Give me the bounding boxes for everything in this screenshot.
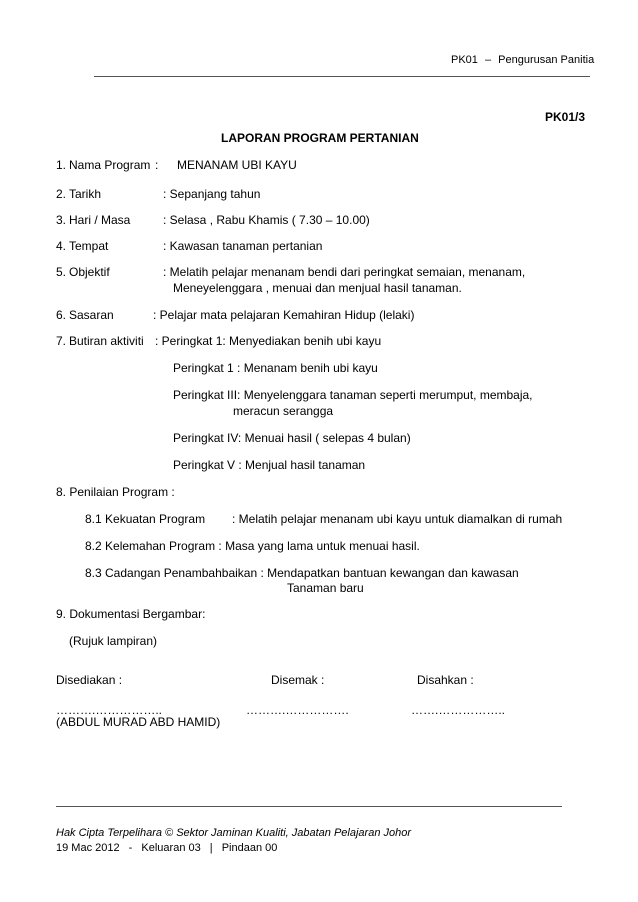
weakness-line: 8.2 Kelemahan Program : Masa yang lama untuk menuai hasil.: [85, 539, 420, 553]
strength-label: 8.1 Kekuatan Program: [85, 512, 206, 526]
copyright-text: Hak Cipta Terpelihara © Sektor Jaminan Kualiti, Jabatan Pelajaran Johor: [56, 827, 412, 839]
item-2-num: 2.: [56, 187, 67, 201]
item-5-num: 5.: [56, 265, 67, 279]
header-line: [451, 53, 594, 67]
section-name: Pengurusan Panitia: [498, 54, 595, 66]
activity-line: meracun serangga: [233, 404, 334, 418]
item-1-label: Nama Program: [69, 158, 151, 172]
suggestion-line: 8.3 Cadangan Penambahbaikan : Mendapatkan bantuan kewangan dan kawasan: [85, 566, 519, 580]
item-7-value: : Peringkat 1: Menyediakan benih ubi kayu: [155, 334, 382, 348]
doc-ref: PK01/3: [545, 110, 586, 124]
header-divider: [94, 76, 590, 77]
footer-divider: [56, 806, 562, 807]
item-1-value: MENANAM UBI KAYU: [177, 158, 297, 172]
item-5-value: : Melatih pelajar menanam bendi dari peringkat semaian, menanam,: [163, 265, 526, 279]
reviewed-label: Disemak :: [271, 673, 325, 687]
preparer-name: (ABDUL MURAD ABD HAMID): [56, 715, 221, 729]
issue-date: 19 Mac 2012: [56, 842, 120, 854]
signature-dots-approved: …….……………..: [411, 703, 506, 717]
activity-line: Peringkat 1 : Menanam benih ubi kayu: [173, 361, 378, 375]
item-4-value: : Kawasan tanaman pertanian: [163, 239, 323, 253]
documentation-note: (Rujuk lampiran): [69, 634, 158, 648]
revision-line: [56, 841, 277, 855]
approved-label: Disahkan :: [417, 673, 474, 687]
item-6-label: Sasaran: [69, 308, 114, 322]
prepared-label: Disediakan :: [56, 673, 123, 687]
separator: -: [128, 842, 133, 854]
suggestion-line-cont: Tanaman baru: [287, 581, 364, 595]
item-3-label: Hari / Masa: [69, 213, 131, 227]
issue-number: Keluaran 03: [141, 842, 201, 854]
item-4-label: Tempat: [69, 239, 109, 253]
activity-line: Peringkat V : Menjual hasil tanaman: [173, 458, 366, 472]
item-6-value: : Pelajar mata pelajaran Kemahiran Hidup (lelaki): [153, 308, 415, 322]
evaluation-heading: 8. Penilaian Program :: [56, 485, 175, 499]
item-7-label: Butiran aktiviti: [69, 334, 144, 348]
item-5-label: Objektif: [69, 265, 110, 279]
doc-code: PK01: [451, 54, 478, 66]
item-1-colon: :: [155, 158, 159, 172]
item-1-num: 1.: [56, 158, 67, 172]
item-5-value-cont: Meneyelenggara , menuai dan menjual hasil tanaman.: [173, 281, 462, 295]
activity-line: Peringkat IV: Menuai hasil ( selepas 4 bulan): [173, 431, 411, 445]
signature-dots-prepared: ……….……………..: [56, 703, 163, 717]
item-6-num: 6.: [56, 308, 67, 322]
activity-line: Peringkat III: Menyelenggara tanaman seperti merumput, membaja,: [173, 388, 533, 402]
item-7-num: 7.: [56, 334, 67, 348]
item-2-value: : Sepanjang tahun: [163, 187, 261, 201]
item-3-num: 3.: [56, 213, 67, 227]
item-2-label: Tarikh: [69, 187, 102, 201]
strength-value: : Melatih pelajar menanam ubi kayu untuk diamalkan di rumah: [232, 512, 563, 526]
item-3-value: : Selasa , Rabu Khamis ( 7.30 – 10.00): [163, 213, 370, 227]
signature-dots-reviewed: ……….…………….: [246, 703, 349, 717]
separator: |: [209, 842, 213, 854]
report-title: LAPORAN PROGRAM PERTANIAN: [221, 131, 419, 145]
documentation-heading: 9. Dokumentasi Bergambar:: [56, 607, 206, 621]
header-dash: –: [484, 54, 492, 66]
item-4-num: 4.: [56, 239, 67, 253]
amendment-number: Pindaan 00: [221, 842, 278, 854]
